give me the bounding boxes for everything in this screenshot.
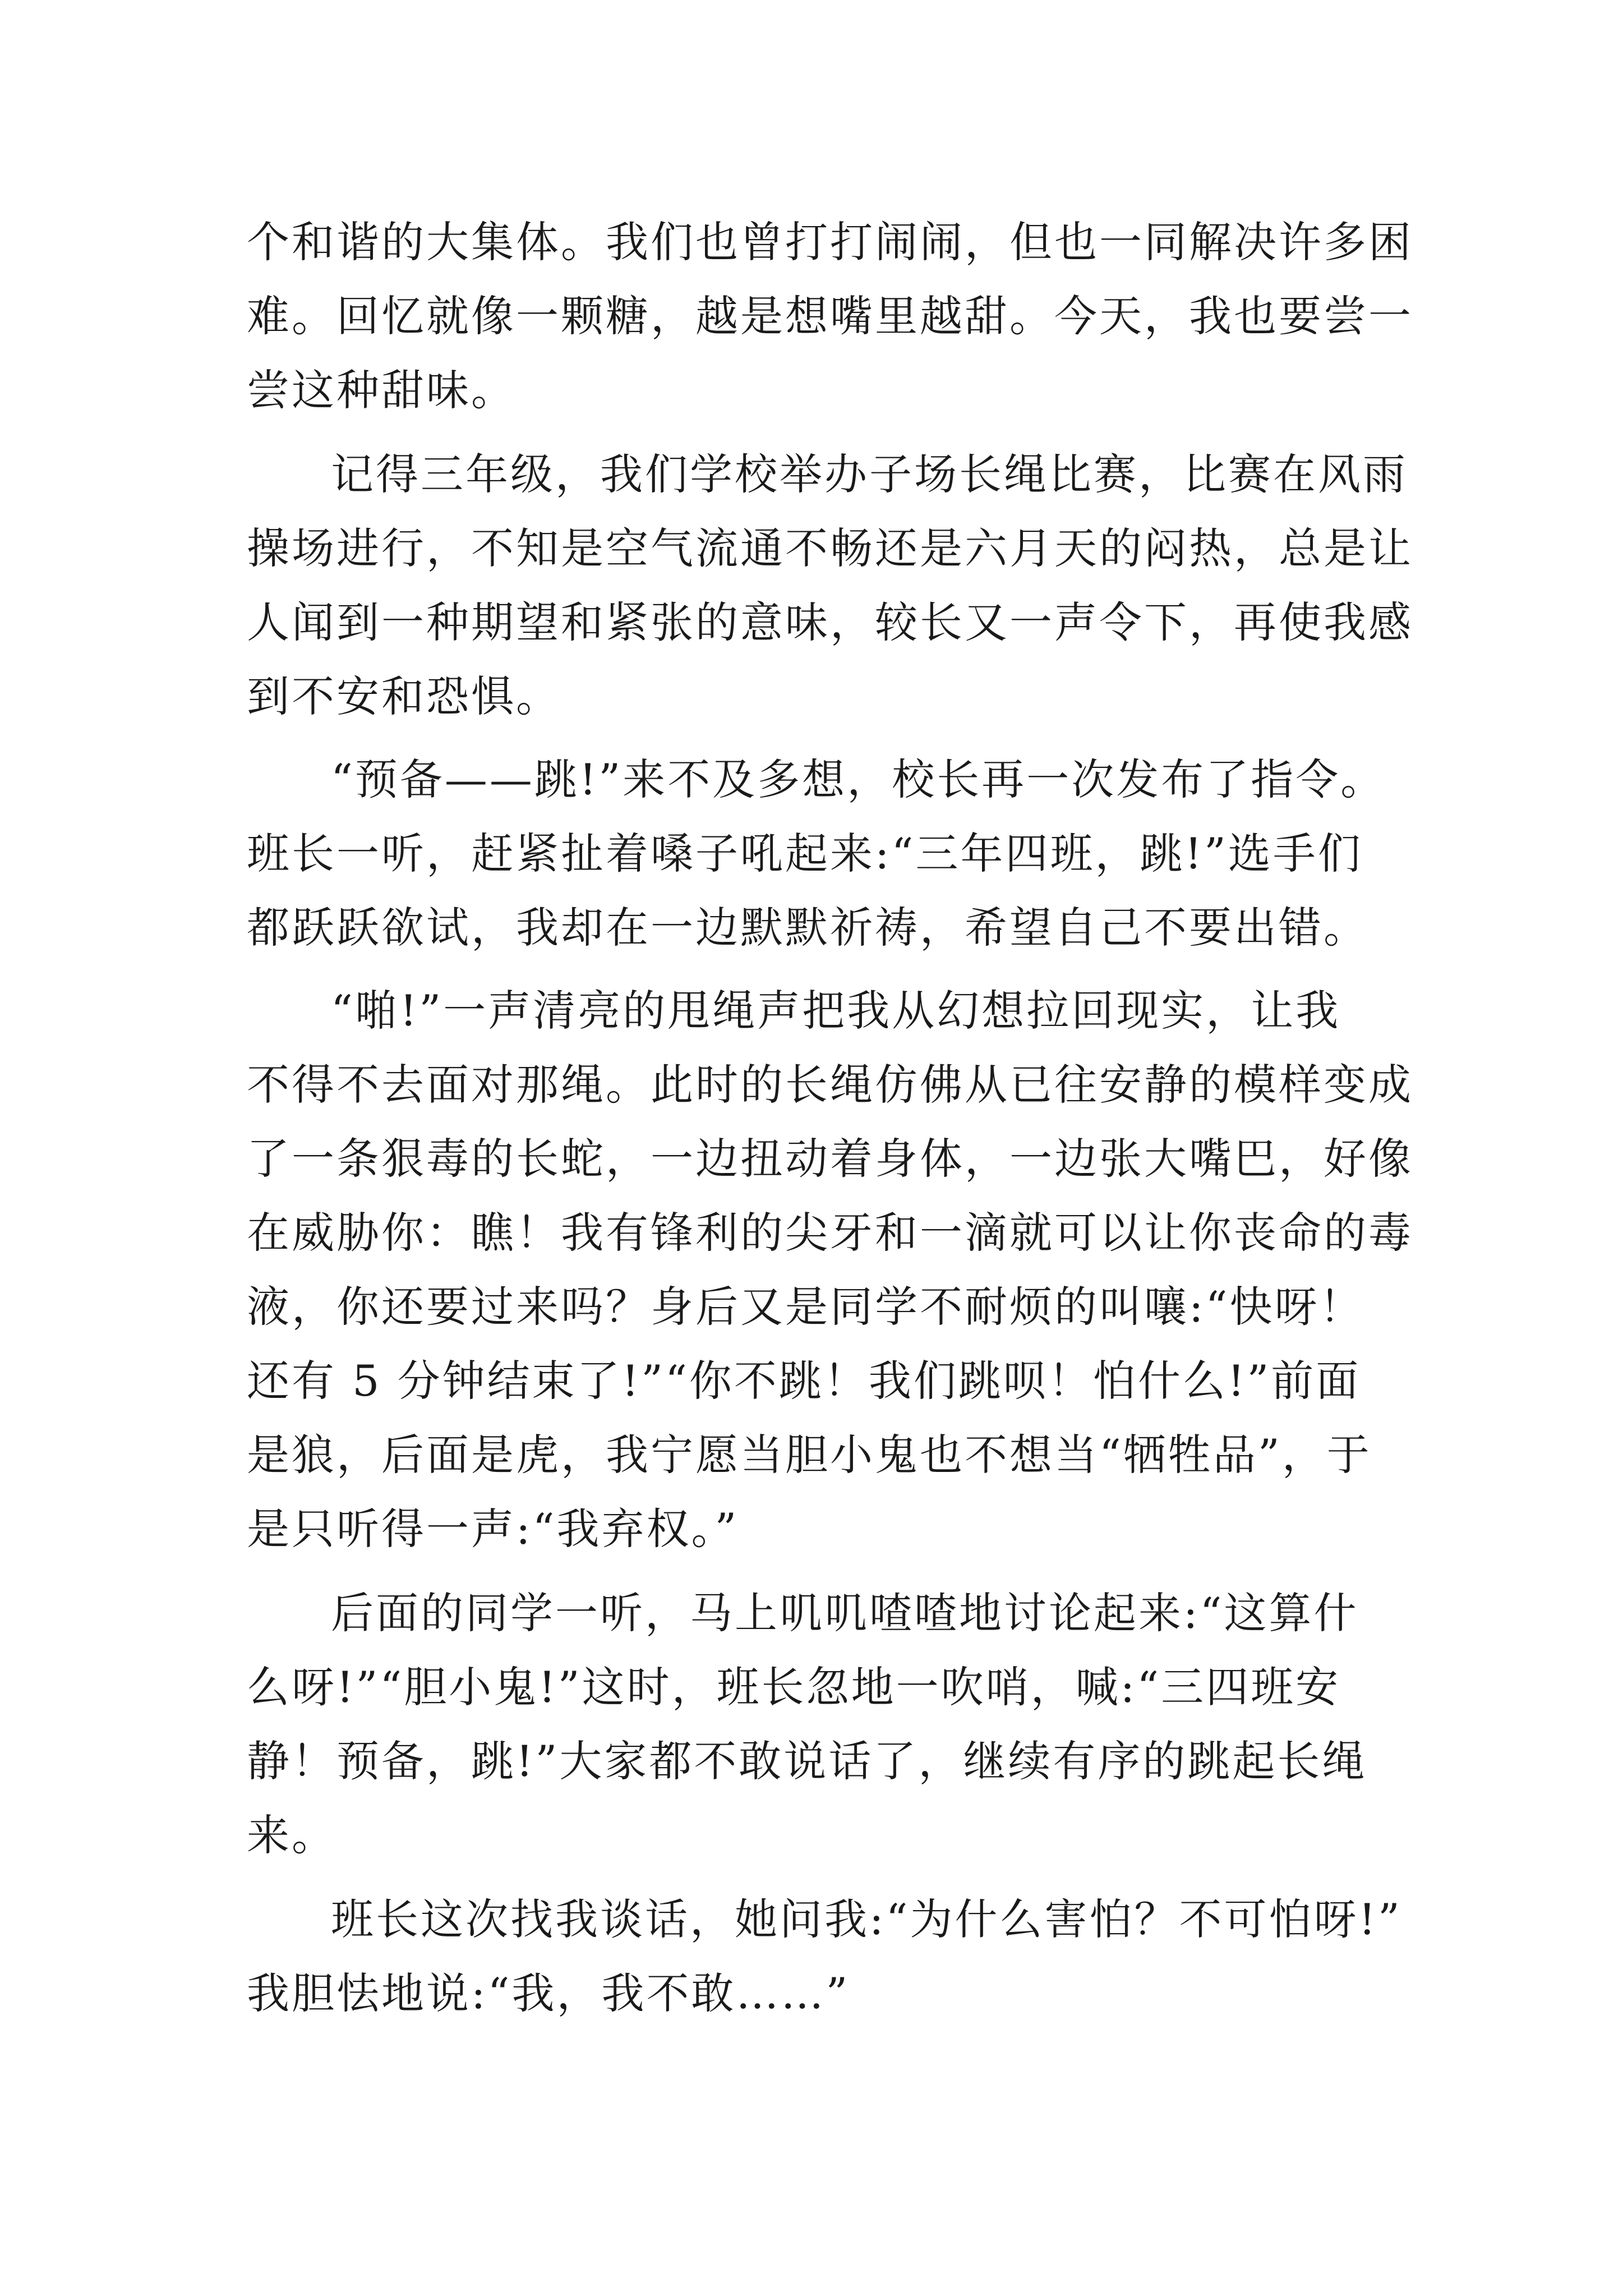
text-line: 到不安和恐惧。 <box>247 671 561 721</box>
text-line: 尝这种甜味。 <box>247 365 516 415</box>
text-line: 么呀!”“胆小鬼!”这时，班长忽地一吹哨，喊:“三四班安 <box>247 1662 1341 1712</box>
text-line: 来。 <box>247 1810 336 1860</box>
text-line: 在威胁你：瞧！我有锋利的尖牙和一滴就可以让你丧命的毒 <box>247 1208 1413 1258</box>
text-line: 个和谐的大集体。我们也曾打打闹闹，但也一同解决许多困 <box>247 217 1413 267</box>
text-line: 后面的同学一听，马上叽叽喳喳地讨论起来:“这算什 <box>331 1588 1359 1638</box>
text-line: 了一条狠毒的长蛇，一边扭动着身体，一边张大嘴巴，好像 <box>247 1134 1413 1184</box>
text-line: 我胆怯地说:“我，我不敢……” <box>247 1968 850 2018</box>
text-line: “啪!”一声清亮的甩绳声把我从幻想拉回现实，让我 <box>331 986 1341 1036</box>
text-line: 液，你还要过来吗？身后又是同学不耐烦的叫嚷:“快呀！ <box>247 1282 1364 1332</box>
text-line: 都跃跃欲试，我却在一边默默祈祷，希望自己不要出错。 <box>247 903 1368 953</box>
text-line: 静！预备，跳!”大家都不敢说话了，继续有序的跳起长绳 <box>247 1736 1367 1786</box>
text-line: 还有 5 分钟结束了!”“你不跳！我们跳呗！怕什么!”前面 <box>247 1356 1361 1406</box>
text-line: 难。回忆就像一颗糖，越是想嘴里越甜。今天，我也要尝一 <box>247 291 1413 341</box>
text-line: 人闻到一种期望和紧张的意味，较长又一声令下，再使我感 <box>247 597 1413 647</box>
text-line: 记得三年级，我们学校举办子场长绳比赛，比赛在风雨 <box>331 449 1408 499</box>
text-line: 是只听得一声:“我弃权。” <box>247 1504 739 1554</box>
text-line: 班长这次找我谈话，她问我:“为什么害怕？不可怕呀!” <box>331 1894 1402 1944</box>
text-line: 不得不去面对那绳。此时的长绳仿佛从已往安静的模样变成 <box>247 1060 1413 1110</box>
text-line: 是狼，后面是虎，我宁愿当胆小鬼也不想当“牺牲品”，于 <box>247 1430 1372 1480</box>
text-line: “预备——跳!”来不及多想，校长再一次发布了指令。 <box>331 754 1386 804</box>
text-line: 操场进行，不知是空气流通不畅还是六月天的闷热，总是让 <box>247 523 1413 573</box>
text-line: 班长一听，赶紧扯着嗓子吼起来:“三年四班，跳!”选手们 <box>247 829 1363 878</box>
